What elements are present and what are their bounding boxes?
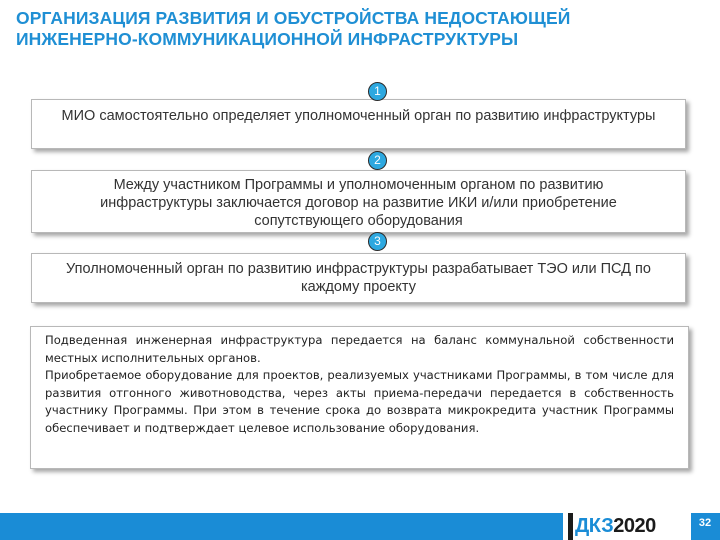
step-3-text: Уполномоченный орган по развитию инфраструктуры разрабатывает ТЭО или ПСД по каждому проекту <box>66 261 651 295</box>
page-number: 32 <box>698 517 712 529</box>
description-paragraph-2: Приобретаемое оборудование для проектов, реализуемых участниками Программы, в том числе для развития отгонного животноводства, через акты приема-передачи передается в собственность участнику Программы. При этом в течение срока до возврата микрокредита участник Программы обеспечивает и подтверждает целевое использование оборудования. <box>45 368 674 435</box>
logo-bar-icon <box>568 513 573 540</box>
logo-prefix: ДКЗ <box>575 515 614 537</box>
step-2-text: Между участником Программы и уполномоченным органом по развитию инфраструктуры заключается договор на развитие ИКИ и/или приобретение сопутствующего оборудования <box>100 177 617 229</box>
step-2-box <box>31 170 686 233</box>
dkz-2020-logo <box>563 513 691 540</box>
step-3-number-badge: 3 <box>368 232 387 251</box>
page-title-line-2: ИНЖЕНЕРНО-КОММУНИКАЦИОННОЙ ИНФРАСТРУКТУРЫ <box>16 29 519 49</box>
step-1-number-badge: 1 <box>368 82 387 101</box>
description-paragraph-1: Подведенная инженерная инфраструктура передается на баланс коммунальной собственности местных исполнительных органов. <box>45 333 674 365</box>
step-1-box <box>31 99 686 149</box>
step-1-text: МИО самостоятельно определяет уполномоченный орган по развитию инфраструктуры <box>61 108 656 124</box>
description-box <box>30 326 689 469</box>
page-title <box>16 8 706 50</box>
step-2-number-badge: 2 <box>368 151 387 170</box>
logo-year: 2020 <box>613 515 656 537</box>
step-3-box <box>31 253 686 303</box>
page-title-line-1: ОРГАНИЗАЦИЯ РАЗВИТИЯ И ОБУСТРОЙСТВА НЕДОСТАЮЩЕЙ <box>16 8 571 28</box>
